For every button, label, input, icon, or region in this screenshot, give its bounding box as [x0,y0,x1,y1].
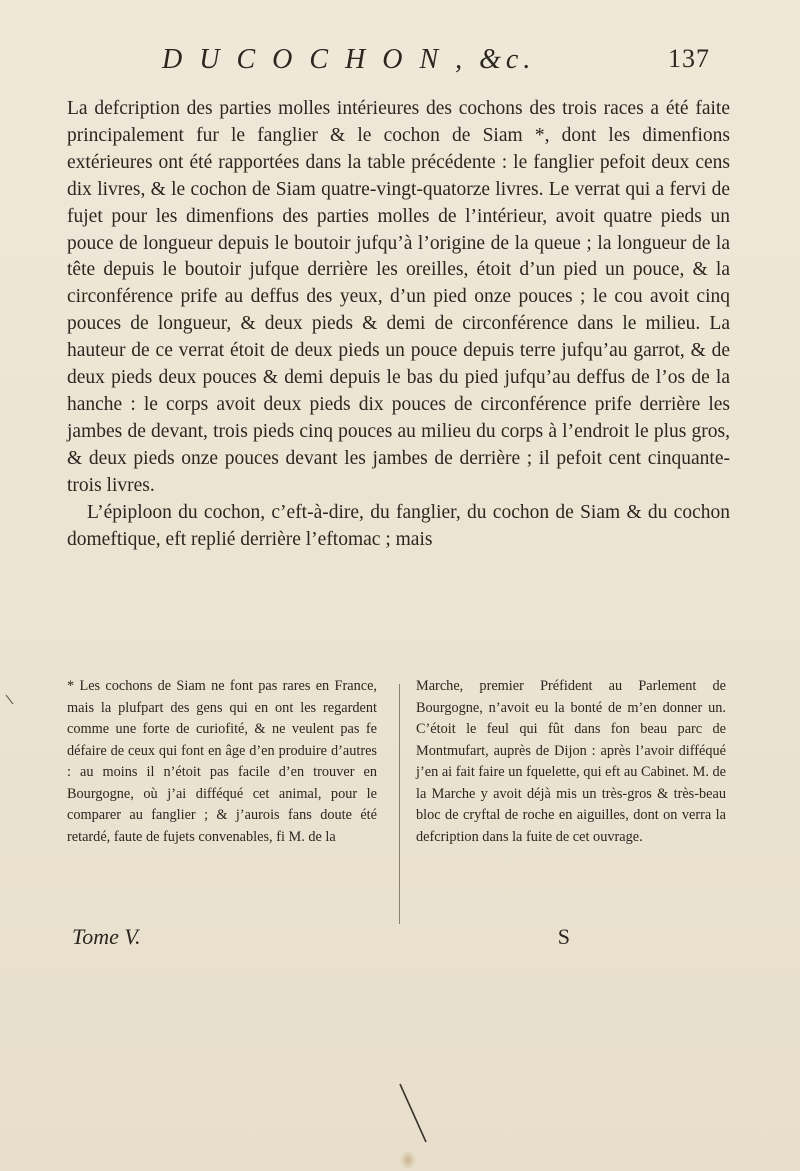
signature-mark: S [557,924,570,949]
margin-tick-mark [2,692,18,708]
main-text [67,96,730,553]
footnote-block [67,676,730,845]
signature-line [72,924,730,954]
paragraph-description: La defcription des parties molles intérieures des cochons des trois races a été faite principalement fur le fanglier & le cochon de Siam *, dont les dimenfions extérieures ont été rapportées dans la table précédente : le fanglier pefoit deux cens dix livres, & le cochon de Siam quatre-vingt-quatorze livres. Le verrat qui a fervi de fujet pour les dimenfions des parties molles de l’intérieur, avoit quatre pieds un pouce de longueur depuis le boutoir jufqu’à l’origine de la queue ; la longueur de la tête depuis le boutoir jufque derrière les oreilles, étoit d’un pied un pouce, & la circonférence prife au deffus des yeux, d’un pied onze pouces ; le cou avoit cinq pouces de longueur, & deux pieds & demi de circonférence dans le milieu. La hauteur de ce verrat étoit de deux pieds un pouce depuis terre jufqu’au garrot, & de deux pieds deux pouces & demi depuis le bas du pied jufqu’au deffus de l’os de la hanche : le corps avoit deux pieds dix pouces de circonférence prife derrière les jambes de devant, trois pieds cinq pouces au milieu du corps à l’endroit le plus gros, & deux pieds onze pouces devant les jambes de derrière ; il pefoit cent cinquante-trois livres. [67,98,730,496]
paragraph-epiploon: L’épiploon du cochon, c’eft-à-dire, du fanglier, du cochon de Siam & du cochon domeftique, eft replié derrière l’eftomac ; mais [67,501,730,550]
page-number: 137 [668,44,710,73]
column-divider [399,684,400,924]
footnote-left-column: * Les cochons de Siam ne font pas rares en France, mais la plufpart des gens qui en ont les regardent comme une forte de curiofité, & ne veulent pas fe défaire de ceux qui font en âge d’en produire d’autres : au moins il n’étoit pas facile d’en trouver en Bourgogne, où j’ai difféqué cet animal, pour le comparer au fanglier ; & j’aurois fans doute été retardé, faute de fujets convenables, fi M. de la [67,678,377,845]
volume-label: Tome V. [72,924,141,949]
footnote-right-column: Marche, premier Préfident au Parlement de Bourgogne, n’avoit eu la bonté de m’en donner un. C’étoit le feul qui fût dans fon beau parc de Montmufart, auprès de Dijon : après l’avoir difféqué j’en ai fait faire un fquelette, qui eft au Cabinet. M. de la Marche y avoit déjà mis un très-gros & très-beau bloc de cryftal de roche en aiguilles, dont on verra la defcription dans la fuite de cet ouvrage. [416,678,726,845]
running-header [150,44,710,84]
paper-stain [400,1150,416,1170]
running-title: D U C O C H O N , &c. [162,44,536,75]
ink-stroke-mark [392,1080,452,1150]
